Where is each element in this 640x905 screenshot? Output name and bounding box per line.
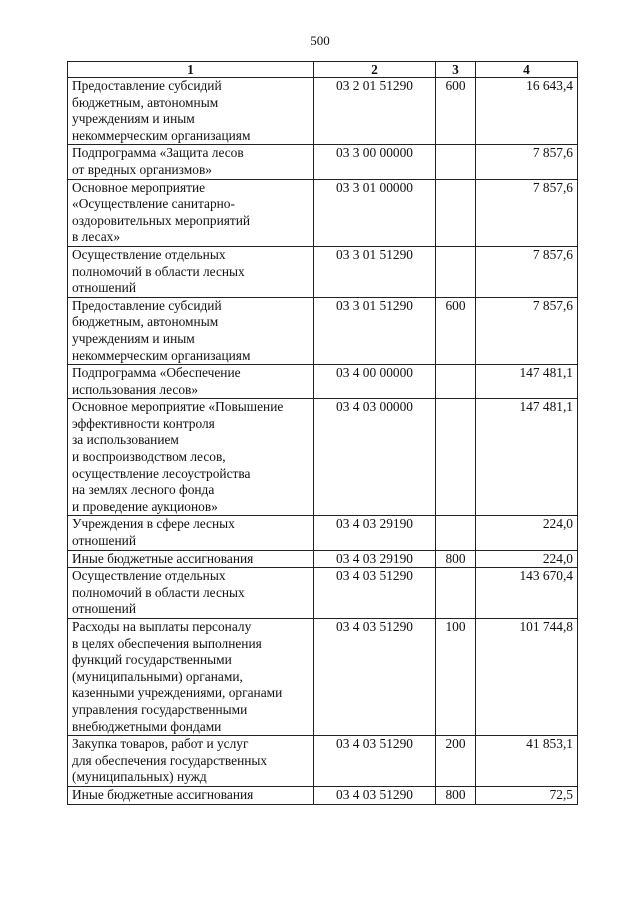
row-name: Предоставление субсидий бюджетным, автономным учреждениям и иным некоммерческим организациям (68, 78, 314, 145)
table-row (68, 736, 578, 787)
table-row (68, 365, 578, 399)
row-type: 800 (436, 786, 476, 804)
budget-table (67, 61, 578, 805)
row-code: 03 4 00 00000 (314, 365, 436, 399)
row-name: Иные бюджетные ассигнования (68, 786, 314, 804)
row-amount: 41 853,1 (476, 736, 578, 787)
row-name: Расходы на выплаты персоналу в целях обеспечения выполнения функций государственными (муниципальными) органами, казенными учреждениями, органами управления государственными внебюджетными фондами (68, 619, 314, 736)
page-number: 500 (310, 33, 330, 48)
table-row (68, 78, 578, 145)
row-amount: 147 481,1 (476, 399, 578, 516)
row-code: 03 4 03 51290 (314, 786, 436, 804)
row-type (436, 568, 476, 619)
table-row (68, 550, 578, 568)
row-type: 600 (436, 297, 476, 364)
header-col-1: 1 (68, 62, 314, 78)
row-type (436, 179, 476, 246)
row-amount: 101 744,8 (476, 619, 578, 736)
row-code: 03 4 03 29190 (314, 550, 436, 568)
header-col-3: 3 (436, 62, 476, 78)
table-row (68, 516, 578, 550)
row-name: Осуществление отдельных полномочий в области лесных отношений (68, 568, 314, 619)
row-amount: 143 670,4 (476, 568, 578, 619)
row-code: 03 3 01 51290 (314, 297, 436, 364)
row-amount: 7 857,6 (476, 145, 578, 179)
row-name: Основное мероприятие «Осуществление санитарно- оздоровительных мероприятий в лесах» (68, 179, 314, 246)
row-name: Подпрограмма «Защита лесов от вредных организмов» (68, 145, 314, 179)
row-amount: 72,5 (476, 786, 578, 804)
row-type: 200 (436, 736, 476, 787)
row-type (436, 516, 476, 550)
row-code: 03 2 01 51290 (314, 78, 436, 145)
row-type (436, 399, 476, 516)
row-name: Подпрограмма «Обеспечение использования лесов» (68, 365, 314, 399)
table-row (68, 179, 578, 246)
table-row (68, 145, 578, 179)
table-row (68, 786, 578, 804)
row-amount: 224,0 (476, 516, 578, 550)
row-name: Учреждения в сфере лесных отношений (68, 516, 314, 550)
row-code: 03 3 01 51290 (314, 246, 436, 297)
row-code: 03 3 00 00000 (314, 145, 436, 179)
row-type (436, 365, 476, 399)
row-amount: 224,0 (476, 550, 578, 568)
row-name: Основное мероприятие «Повышение эффективности контроля за использованием и воспроизводством лесов, осуществление лесоустройства на землях лесного фонда и проведение аукционов» (68, 399, 314, 516)
table-row (68, 619, 578, 736)
row-name: Закупка товаров, работ и услуг для обеспечения государственных (муниципальных) нужд (68, 736, 314, 787)
row-name: Осуществление отдельных полномочий в области лесных отношений (68, 246, 314, 297)
row-type (436, 246, 476, 297)
row-code: 03 4 03 00000 (314, 399, 436, 516)
table-row (68, 399, 578, 516)
row-amount: 147 481,1 (476, 365, 578, 399)
row-name: Иные бюджетные ассигнования (68, 550, 314, 568)
header-col-2: 2 (314, 62, 436, 78)
row-code: 03 4 03 29190 (314, 516, 436, 550)
row-type: 100 (436, 619, 476, 736)
row-type: 800 (436, 550, 476, 568)
table-header-row (68, 62, 578, 78)
table-row (68, 568, 578, 619)
row-amount: 7 857,6 (476, 246, 578, 297)
row-type (436, 145, 476, 179)
row-amount: 16 643,4 (476, 78, 578, 145)
row-code: 03 3 01 00000 (314, 179, 436, 246)
row-amount: 7 857,6 (476, 297, 578, 364)
header-col-4: 4 (476, 62, 578, 78)
row-code: 03 4 03 51290 (314, 619, 436, 736)
table-row (68, 246, 578, 297)
row-amount: 7 857,6 (476, 179, 578, 246)
row-code: 03 4 03 51290 (314, 736, 436, 787)
row-type: 600 (436, 78, 476, 145)
table-row (68, 297, 578, 364)
row-name: Предоставление субсидий бюджетным, автономным учреждениям и иным некоммерческим организациям (68, 297, 314, 364)
row-code: 03 4 03 51290 (314, 568, 436, 619)
